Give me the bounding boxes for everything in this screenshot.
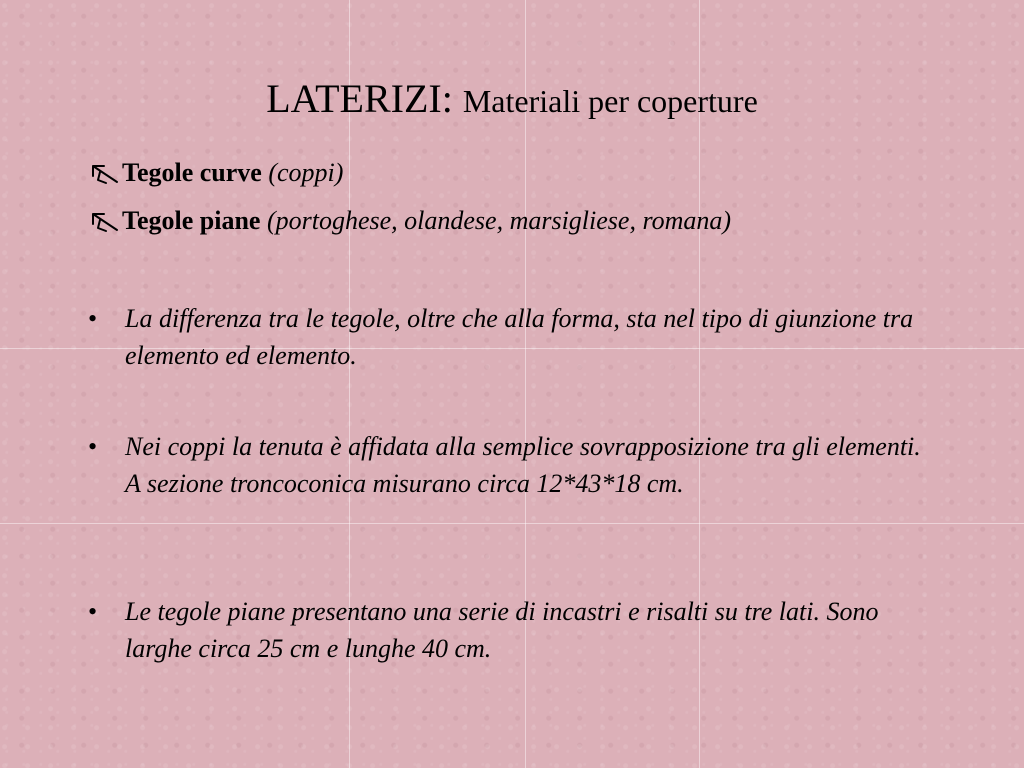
- bullet-item: [88, 300, 933, 374]
- bullet-text: La differenza tra le tegole, oltre che alla forma, sta nel tipo di giunzione tra elemento ed elemento.: [125, 304, 914, 370]
- bullet-item: [88, 428, 933, 502]
- bullet-dot: •: [88, 304, 98, 333]
- hollow-arrow-icon: [90, 158, 122, 187]
- arrow-list-item: [90, 157, 343, 189]
- arrow-item-italic: (portoghese, olandese, marsigliese, romana): [266, 206, 732, 235]
- title-sub: Materiali per coperture: [462, 83, 758, 119]
- hollow-arrow-icon: [90, 206, 122, 235]
- bullet-item: [88, 593, 933, 667]
- arrow-item-italic: (coppi): [268, 158, 344, 187]
- slide-title: [0, 74, 1024, 126]
- tile-line: [0, 523, 1024, 524]
- bullet-text: Nei coppi la tenuta è affidata alla semplice sovrapposizione tra gli elementi. A sezione troncoconica misurano circa 12*43*18 cm.: [125, 432, 921, 498]
- arrow-item-bold: Tegole curve: [122, 158, 262, 187]
- bullet-dot: •: [88, 597, 98, 626]
- bullet-dot: •: [88, 432, 98, 461]
- title-main: LATERIZI:: [266, 76, 453, 121]
- arrow-item-bold: Tegole piane: [122, 206, 261, 235]
- arrow-list-item: [90, 205, 731, 237]
- bullet-text: Le tegole piane presentano una serie di incastri e risalti su tre lati. Sono larghe circa 25 cm e lunghe 40 cm.: [125, 597, 879, 663]
